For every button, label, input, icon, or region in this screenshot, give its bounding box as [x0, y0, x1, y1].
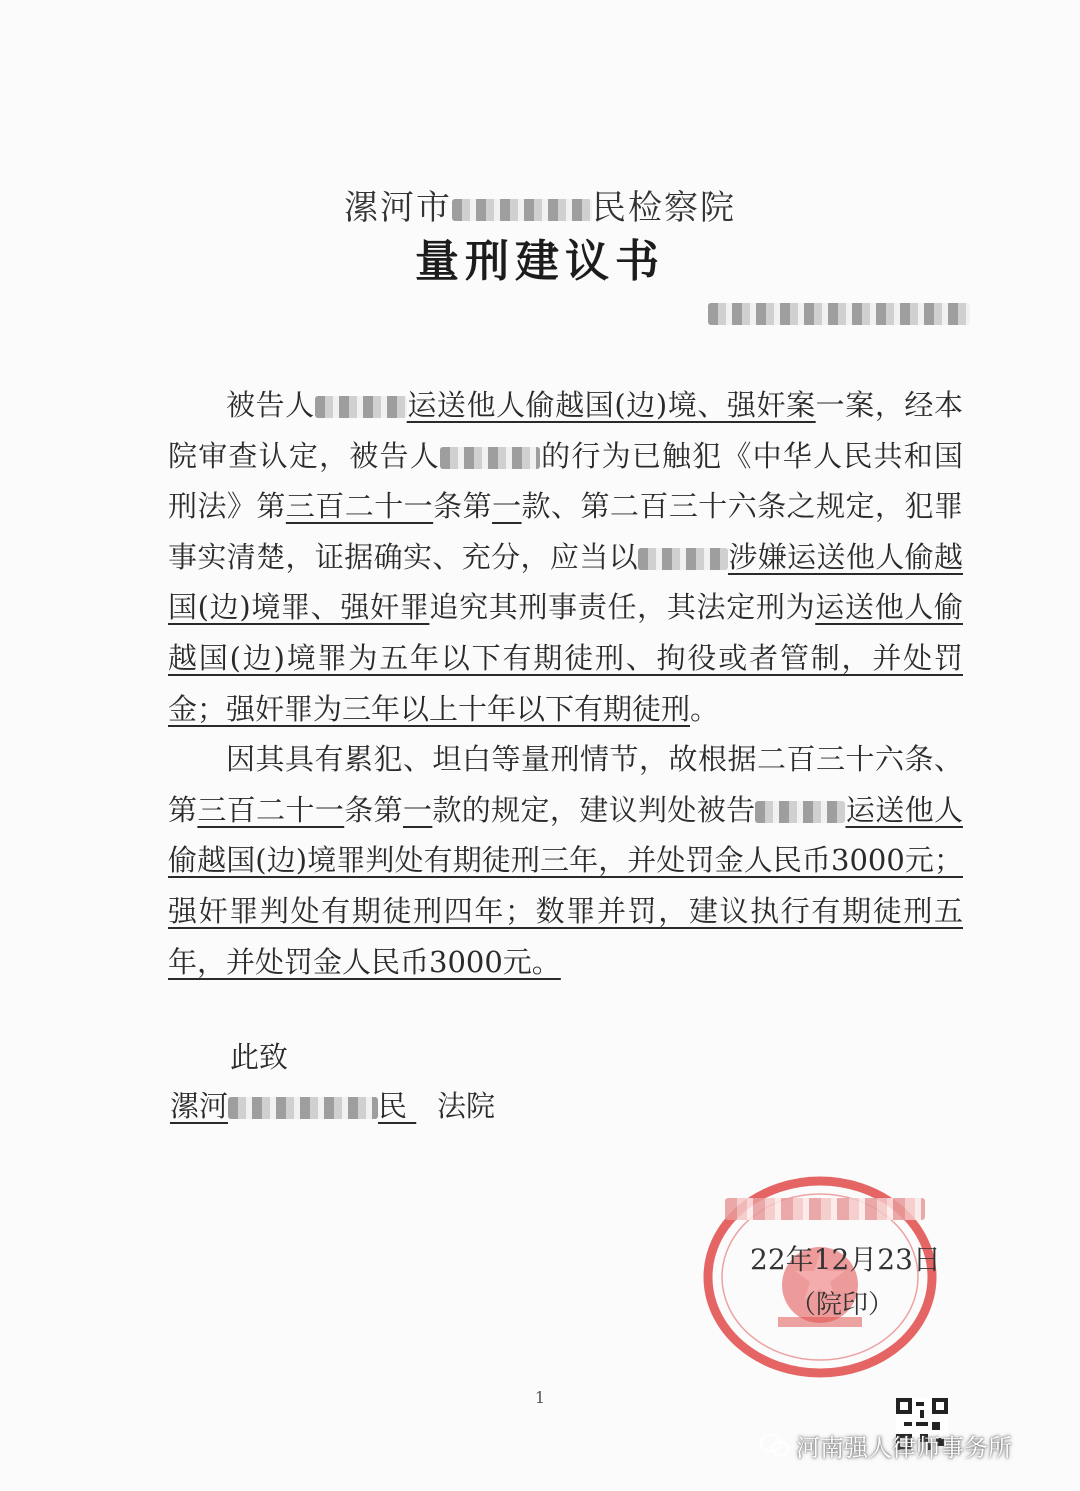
text-run: 追究其刑事责任，其法定刑为	[429, 590, 816, 625]
redaction-block	[708, 303, 970, 325]
watermark	[760, 1428, 1012, 1463]
sentencing-recommendation: 运送他人偷越国(边)境罪判处有期徒刑三年，并处罚金人民币3000元；强奸罪判处有期徒刑四年；数罪并罚，建议执行有期徒刑五年，并处罚金人民币3000元。	[168, 792, 963, 979]
addressee-prefix: 漯河	[170, 1089, 229, 1123]
seal-note: （院印）	[790, 1290, 895, 1320]
document-body	[168, 380, 963, 987]
page-number: 1	[534, 1388, 546, 1407]
text-run: 条第	[344, 792, 403, 827]
paragraph-recommendation	[168, 734, 963, 987]
addressee-suffix: 法院	[437, 1089, 496, 1123]
document-number-redacted	[700, 296, 970, 332]
redaction-block	[440, 447, 540, 469]
org-suffix: 民检察院	[592, 188, 736, 228]
redaction-block	[228, 1097, 378, 1119]
redaction-block	[638, 548, 728, 570]
addressee-mid: 民	[378, 1089, 408, 1123]
redaction-block	[315, 396, 407, 418]
text-run: 一案，经本院审查认定，被告人	[168, 388, 963, 473]
article-number: 三百二十一	[197, 792, 345, 827]
watermark-text: 河南强人律师事务所	[796, 1434, 1012, 1462]
charged-crimes: 涉嫌运送他人偷越国(边)境罪、强奸罪	[168, 539, 963, 625]
signing-organization-redacted	[725, 1198, 955, 1228]
org-prefix: 漯河市	[344, 188, 452, 228]
redaction-block	[755, 801, 845, 823]
redaction-block	[452, 199, 592, 221]
statutory-penalty: 运送他人偷越国(边)境罪为五年以下有期徒刑、拘役或者管制，并处罚金；强奸罪为三年以上十年以下有期徒刑	[168, 590, 963, 726]
redaction-block	[725, 1198, 925, 1220]
text-run: 被告人	[226, 388, 315, 422]
paragraph-charges	[168, 380, 963, 734]
signature-date: 22年12月23日	[750, 1243, 941, 1276]
text-run: 。	[690, 691, 720, 726]
issuing-organization	[0, 180, 1080, 229]
wechat-icon	[760, 1433, 790, 1459]
text-run: 款、第二百三十六条之规定，犯罪事实清楚，证据确实、充分，应当以	[168, 489, 963, 574]
text-run: 因其具有累犯、坦白等量刑情节，故根据二百三十六条、第	[168, 742, 963, 827]
document-title: 量刑建议书	[415, 236, 665, 287]
text-run: 的行为已触犯《中华人民共和国刑法》第	[168, 438, 963, 524]
case-name: 运送他人偷越国(边)境、强奸案	[406, 388, 816, 422]
blank-underline	[407, 1089, 437, 1123]
text-run: 条第	[433, 489, 493, 524]
clause-number: 一	[492, 489, 522, 524]
text-run: 款的规定，建议判处被告	[432, 792, 756, 827]
clause-number: 一	[402, 792, 433, 827]
salutation: 此致	[230, 1040, 289, 1074]
article-number: 三百二十一	[285, 489, 434, 524]
addressee-court	[170, 1084, 495, 1125]
